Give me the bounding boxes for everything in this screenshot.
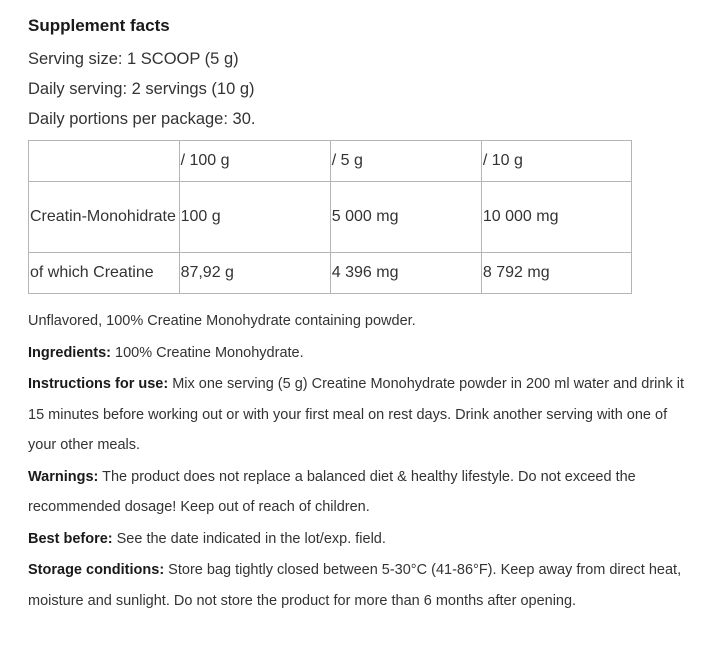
product-info — [28, 306, 688, 616]
serving-size: Serving size: 1 SCOOP (5 g) — [28, 50, 239, 68]
storage-text: Store bag tightly closed between 5-30°C (41-86°F). Keep away from direct heat, moisture and sunlight. Do not store the product for more than 6 months after opening. — [28, 562, 682, 609]
ingredients-paragraph — [28, 338, 688, 369]
table-header-row — [29, 141, 632, 182]
table-cell: 100 g — [179, 182, 330, 253]
table-header-cell: / 5 g — [330, 141, 481, 182]
table-cell: 4 396 mg — [330, 253, 481, 294]
warnings-text: The product does not replace a balanced diet & healthy lifestyle. Do not exceed the recommended dosage! Keep out of reach of children. — [28, 468, 636, 515]
daily-serving: Daily serving: 2 servings (10 g) — [28, 80, 255, 98]
page-title: Supplement facts — [28, 16, 170, 35]
table-cell: of which Creatine — [29, 253, 180, 294]
nutrition-table — [28, 140, 632, 294]
table-header-cell: / 100 g — [179, 141, 330, 182]
ingredients-text: 100% Creatine Monohydrate. — [110, 344, 304, 361]
best-before-text: See the date indicated in the lot/exp. field. — [112, 530, 386, 547]
table-header-cell — [29, 141, 180, 182]
table-header-cell: / 10 g — [481, 141, 631, 182]
description-text: Unflavored, 100% Creatine Monohydrate containing powder. — [28, 313, 416, 329]
table-cell: 8 792 mg — [481, 253, 631, 294]
instructions-text: Mix one serving (5 g) Creatine Monohydrate powder in 200 ml water and drink it 15 minutes before working out or with your first meal on rest days. Drink another serving with one of your other meals. — [28, 376, 684, 453]
best-before-label: Best before: — [28, 530, 113, 547]
warnings-label: Warnings: — [28, 468, 99, 485]
best-before-paragraph — [28, 524, 688, 555]
table-row — [29, 253, 632, 294]
daily-portions: Daily portions per package: 30. — [28, 110, 256, 128]
table-row — [29, 182, 632, 253]
table-cell: 10 000 mg — [481, 182, 631, 253]
instructions-paragraph — [28, 369, 688, 461]
description-paragraph — [28, 306, 688, 337]
table-cell: 87,92 g — [179, 253, 330, 294]
instructions-label: Instructions for use: — [28, 376, 169, 392]
storage-label: Storage conditions: — [28, 562, 165, 578]
table-cell: 5 000 mg — [330, 182, 481, 253]
warnings-paragraph — [28, 462, 688, 523]
ingredients-label: Ingredients: — [28, 344, 111, 361]
supplement-facts-page — [28, 14, 698, 617]
table-cell: Creatin-Monohidrate — [29, 182, 180, 253]
storage-paragraph — [28, 555, 688, 616]
